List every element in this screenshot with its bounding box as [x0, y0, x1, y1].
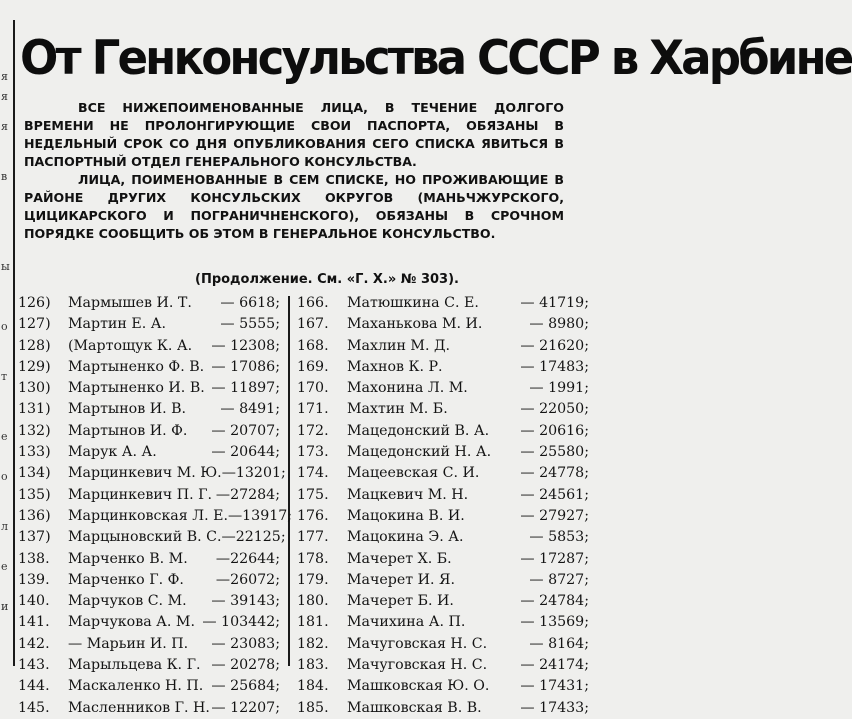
entry-name: Мачуговская Н. С. — [347, 635, 488, 652]
entry-name: Марченко В. М. — [68, 550, 188, 567]
margin-letter: о — [1, 320, 8, 333]
entry-name: Мачерет Х. Б. — [347, 550, 452, 567]
entry-passport-number: — 1991; — [529, 380, 589, 397]
entry-passport-number: —13917; — [227, 507, 293, 524]
entry-passport-number: — 25580; — [520, 444, 589, 461]
entry-passport-number: — 12308; — [211, 337, 280, 354]
notice-text — [24, 99, 564, 243]
entry-passport-number: — 103442; — [202, 614, 280, 631]
entry-number: 185. — [297, 699, 329, 716]
entry-name: Мармышев И. Т. — [68, 295, 192, 311]
entry-number: 170. — [297, 380, 329, 397]
list-item — [18, 591, 280, 612]
entry-number: 140. — [18, 593, 50, 610]
entry-name: Марук А. А. — [68, 444, 157, 461]
list-item — [297, 612, 589, 633]
entry-number: 172. — [297, 422, 329, 439]
entry-number: 184. — [297, 678, 329, 695]
list-item — [18, 570, 280, 591]
entry-number: 129) — [18, 358, 51, 375]
entry-number: 132) — [18, 422, 51, 439]
list-item — [18, 549, 280, 570]
list-item — [297, 506, 589, 527]
entry-name: Марченко Г. Ф. — [68, 571, 184, 588]
list-item — [18, 698, 280, 719]
margin-letter: я — [1, 70, 8, 83]
entry-number: 177. — [297, 529, 329, 546]
list-item — [297, 655, 589, 676]
list-item — [297, 570, 589, 591]
list-item — [18, 336, 280, 357]
entry-name: Мацкевич М. Н. — [347, 486, 469, 503]
entry-name: Маскаленко Н. П. — [68, 678, 204, 695]
entry-number: 145. — [18, 699, 50, 716]
margin-letter: ы — [1, 260, 10, 273]
entry-number: 167. — [297, 316, 329, 333]
entry-name: Маханькова М. И. — [347, 316, 483, 333]
margin-letter: в — [1, 170, 8, 183]
list-item — [297, 314, 589, 335]
entry-name: Мачихина А. П. — [347, 614, 466, 631]
entry-name: Мачуговская Н. С. — [347, 657, 488, 674]
entry-passport-number: —13201; — [221, 465, 286, 482]
entry-passport-number: —22125; — [221, 529, 286, 546]
entry-passport-number: — 17431; — [520, 678, 589, 695]
entry-number: 135) — [18, 486, 51, 503]
entry-number: 142. — [18, 635, 50, 652]
entry-passport-number: — 5555; — [220, 316, 280, 333]
entry-passport-number: — 20644; — [211, 444, 280, 461]
column-divider — [288, 296, 290, 666]
margin-letter: я — [1, 120, 8, 133]
list-item — [18, 485, 280, 506]
entry-number: 183. — [297, 657, 329, 674]
list-right-column — [297, 293, 589, 719]
list-item — [18, 421, 280, 442]
list-item — [297, 399, 589, 420]
entry-number: 168. — [297, 337, 329, 354]
entry-name: Мацокина Э. А. — [347, 529, 464, 546]
entry-passport-number: — 23083; — [211, 635, 280, 652]
list-item — [297, 463, 589, 484]
entry-number: 169. — [297, 358, 329, 375]
list-item — [297, 336, 589, 357]
entry-name: Мартынов И. В. — [68, 401, 187, 418]
entry-name: Мачерет Б. И. — [347, 593, 454, 610]
entry-passport-number: —27284; — [215, 486, 280, 503]
margin-letter: е — [1, 430, 8, 443]
list-item — [18, 527, 286, 548]
entry-number: 144. — [18, 678, 50, 695]
list-item — [18, 612, 280, 633]
list-left-column — [18, 293, 293, 719]
adjacent-column-margin — [0, 55, 14, 666]
list-item — [18, 314, 280, 335]
entry-passport-number: — 11897; — [211, 380, 280, 397]
entry-name: Махонина Л. М. — [347, 380, 468, 397]
entry-name: Мартыненко Ф. В. — [68, 358, 205, 375]
headline: От Генконсульства СССР в Харбине — [20, 31, 852, 86]
entry-name: Мартин Е. А. — [68, 316, 166, 333]
list-item — [297, 698, 589, 719]
entry-name: Марцинковская Л. Е. — [68, 507, 228, 524]
list-item — [297, 293, 589, 314]
entry-number: 178. — [297, 550, 329, 567]
entry-name: — Марьин И. П. — [68, 635, 189, 652]
entry-passport-number: — 24778; — [520, 465, 589, 482]
list-item — [297, 442, 589, 463]
entry-name: Марыльцева К. Г. — [68, 657, 201, 674]
entry-name: Мацедонский В. А. — [347, 422, 490, 439]
entry-number: 139. — [18, 571, 50, 588]
entry-number: 130) — [18, 380, 51, 397]
entry-number: 180. — [297, 593, 329, 610]
list-item — [18, 463, 286, 484]
entry-passport-number: — 12207; — [211, 699, 280, 716]
entry-passport-number: — 17433; — [520, 699, 589, 716]
entry-passport-number: — 17483; — [520, 358, 589, 375]
entry-name: Машковская В. В. — [347, 699, 482, 716]
entry-passport-number: — 27927; — [520, 507, 589, 524]
entry-passport-number: — 39143; — [211, 593, 280, 610]
entry-passport-number: — 22050; — [520, 401, 589, 418]
entry-name: Мацокина В. И. — [347, 507, 465, 524]
entry-passport-number: — 41719; — [520, 295, 589, 311]
entry-number: 179. — [297, 571, 329, 588]
margin-letter: о — [1, 470, 8, 483]
entry-passport-number: — 24174; — [520, 657, 589, 674]
entry-passport-number: — 24561; — [520, 486, 589, 503]
entry-number: 136) — [18, 507, 51, 524]
entry-passport-number: —26072; — [215, 571, 280, 588]
list-item — [297, 421, 589, 442]
entry-name: Мачерет И. Я. — [347, 571, 455, 588]
entry-name: Мартыненко И. В. — [68, 380, 205, 397]
entry-passport-number: — 6618; — [220, 295, 280, 311]
list-item — [297, 527, 589, 548]
entry-passport-number: — 21620; — [520, 337, 589, 354]
list-item — [18, 676, 280, 697]
list-item — [297, 485, 589, 506]
list-item — [18, 655, 280, 676]
entry-number: 126) — [18, 295, 51, 311]
list-item — [297, 676, 589, 697]
entry-number: 182. — [297, 635, 329, 652]
list-item — [297, 357, 589, 378]
entry-number: 128) — [18, 337, 51, 354]
entry-number: 131) — [18, 401, 51, 418]
entry-number: 127) — [18, 316, 51, 333]
entry-name: Машковская Ю. О. — [347, 678, 490, 695]
list-item — [297, 634, 589, 655]
entry-passport-number: — 5853; — [529, 529, 589, 546]
entry-name: Махнов К. Р. — [347, 358, 443, 375]
entry-passport-number: — 17086; — [211, 358, 280, 375]
entry-passport-number: — 8980; — [529, 316, 589, 333]
notice-paragraph-1: ВСЕ НИЖЕПОИМЕНОВАННЫЕ ЛИЦА, В ТЕЧЕНИЕ ДОЛГОГО ВРЕМЕНИ НЕ ПРОЛОНГИРУЮЩИЕ СВОИ ПАСПОРТА, ОБЯЗАНЫ В НЕДЕЛЬНЫЙ СРОК СО ДНЯ ОПУБЛИКОВАНИЯ СЕГО СПИСКА ЯВИТЬСЯ В ПАСПОРТНЫЙ ОТДЕЛ ГЕНЕРАЛЬНОГО КОНСУЛЬСТВА. — [24, 100, 564, 169]
margin-letter: т — [1, 370, 8, 383]
entry-number: 176. — [297, 507, 329, 524]
list-item — [18, 378, 280, 399]
entry-passport-number: — 8491; — [220, 401, 280, 418]
entry-number: 173. — [297, 444, 329, 461]
entry-name: Мацеевская С. И. — [347, 465, 480, 482]
entry-passport-number: — 20278; — [211, 657, 280, 674]
entry-number: 134) — [18, 465, 51, 482]
list-item — [18, 293, 280, 314]
entry-number: 133) — [18, 444, 51, 461]
list-item — [297, 549, 589, 570]
entry-name: Марцинкевич П. Г. — [68, 486, 212, 503]
entry-number: 181. — [297, 614, 329, 631]
entry-passport-number: — 8727; — [529, 571, 589, 588]
entry-passport-number: — 20616; — [520, 422, 589, 439]
margin-letter: и — [1, 600, 9, 613]
entry-name: Марчукова А. М. — [68, 614, 195, 631]
entry-name: Марчуков С. М. — [68, 593, 187, 610]
list-item — [18, 357, 280, 378]
entry-name: Марцинкевич М. Ю. — [68, 465, 222, 482]
entry-name: (Мартощук К. А. — [68, 337, 193, 354]
entry-name: Матюшкина С. Е. — [347, 295, 479, 311]
continuation-text: (Продолжение. См. «Г. Х.» № 303). — [195, 272, 459, 287]
margin-letter: е — [1, 560, 8, 573]
entry-passport-number: —22644; — [215, 550, 280, 567]
list-item — [297, 378, 589, 399]
list-item — [18, 506, 293, 527]
entry-number: 175. — [297, 486, 329, 503]
margin-letter: я — [1, 90, 8, 103]
entry-name: Махтин М. Б. — [347, 401, 448, 418]
entry-passport-number: — 25684; — [211, 678, 280, 695]
entry-passport-number: — 24784; — [520, 593, 589, 610]
notice-paragraph-2: ЛИЦА, ПОИМЕНОВАННЫЕ В СЕМ СПИСКЕ, НО ПРОЖИВАЮЩИЕ В РАЙОНЕ ДРУГИХ КОНСУЛЬСКИХ ОКРУГОВ (МАНЬЧЖУРСКОГО, ЦИЦИКАРСКОГО И ПОГРАНИЧНЕНСКОГО), ОБЯЗАНЫ В СРОЧНОМ ПОРЯДКЕ СООБЩИТЬ ОБ ЭТОМ В ГЕНЕРАЛЬНОЕ КОНСУЛЬСТВО. — [24, 172, 564, 241]
entry-number: 137) — [18, 529, 51, 546]
entry-number: 166. — [297, 295, 329, 311]
list-item — [18, 442, 280, 463]
list-item — [18, 634, 280, 655]
entry-name: Махлин М. Д. — [347, 337, 451, 354]
entry-passport-number: — 17287; — [520, 550, 589, 567]
entry-number: 138. — [18, 550, 50, 567]
entry-passport-number: — 8164; — [529, 635, 589, 652]
entry-passport-number: — 20707; — [211, 422, 280, 439]
entry-number: 174. — [297, 465, 329, 482]
list-item — [297, 591, 589, 612]
entry-number: 143. — [18, 657, 50, 674]
continuation-note — [0, 272, 594, 287]
list-item — [18, 399, 280, 420]
entry-name: Марцыновский В. С. — [68, 529, 222, 546]
entry-passport-number: — 13569; — [520, 614, 589, 631]
entry-name: Масленников Г. Н. — [68, 699, 210, 716]
entry-number: 171. — [297, 401, 329, 418]
entry-number: 141. — [18, 614, 50, 631]
entry-name: Мацедонский Н. А. — [347, 444, 492, 461]
margin-letter: л — [1, 520, 8, 533]
entry-name: Мартынов И. Ф. — [68, 422, 188, 439]
